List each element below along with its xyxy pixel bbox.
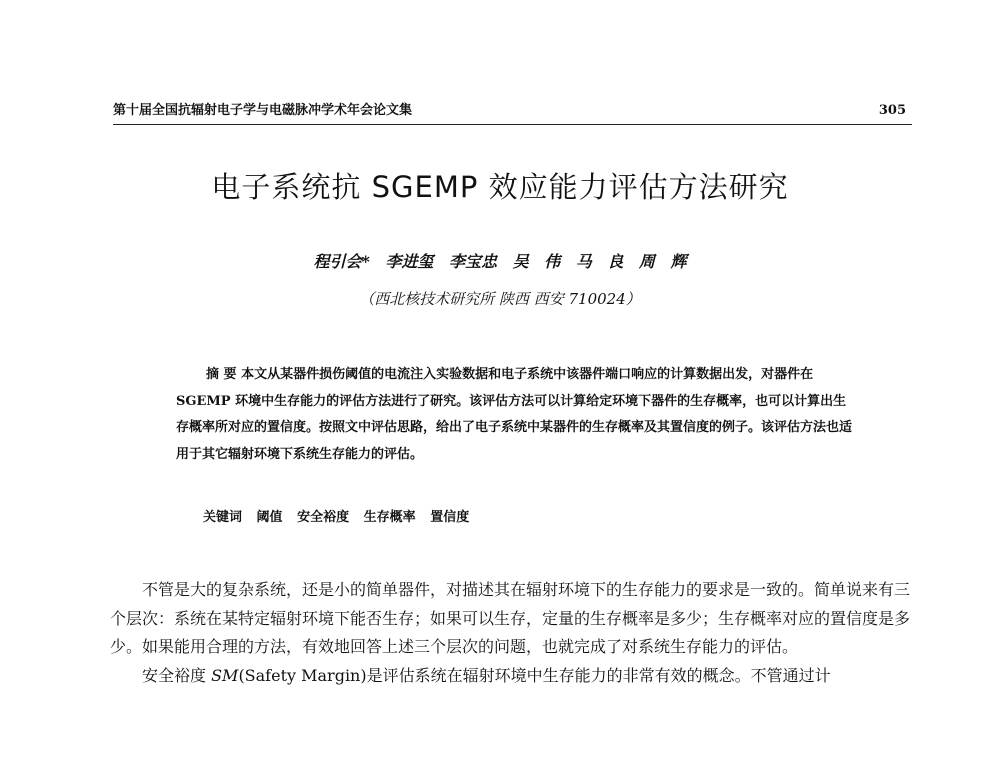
paper-title: 电子系统抗 SGEMP 效应能力评估方法研究 — [211, 170, 789, 204]
safety-margin-symbol: SM — [211, 665, 239, 685]
page-number: 305 — [878, 103, 906, 118]
affiliation: （西北核技术研究所 陕西 西安 710024） — [359, 290, 641, 308]
proceedings-title: 第十届全国抗辐射电子学与电磁脉冲学术年会论文集 — [113, 103, 413, 118]
body-paragraph-start: 安全裕度 — [142, 665, 212, 685]
keyword-item: 生存概率 — [363, 510, 416, 525]
keywords — [203, 508, 843, 528]
abstract — [176, 362, 856, 468]
abstract-text: 本文从某器件损伤阈值的电流注入实验数据和电子系统中该器件端口响应的计算数据出发，对器件在 SGEMP 环境中生存能力的评估方法进行了研究。该评估方法可以计算给定环境下器件的生存概率，也可以计算出生存概率所对应的置信度。按照文中评估思路，给出了电子系统中某器件的生存概率及其置信度的例子。该评估方法也适用于其它辐射环境下系统生存能力的评估。 — [176, 367, 853, 462]
body-paragraph: 不管是大的复杂系统，还是小的简单器件，对描述其在辐射环境下的生存能力的要求是一致的。简单说来有三个层次：系统在某特定辐射环境下能否生存；如果可以生存，定量的生存概率是多少；生存概率对应的置信度是多少。如果能用合理的方法，有效地回答上述三个层次的问题，也就完成了对系统生存能力的评估。 — [110, 580, 911, 656]
body-paragraph — [110, 662, 918, 691]
body-text — [110, 576, 918, 690]
running-header — [113, 103, 912, 125]
abstract-label: 摘 要 — [206, 367, 237, 382]
keywords-label: 关键词 — [203, 510, 243, 525]
keyword-item: 安全裕度 — [297, 510, 350, 525]
body-paragraph-rest: (Safety Margin)是评估系统在辐射环境中生存能力的非常有效的概念。不管通过计 — [238, 665, 831, 685]
keyword-item: 置信度 — [430, 510, 470, 525]
author-list: 程引会* 李进玺 李宝忠 吴 伟 马 良 周 辉 — [313, 252, 687, 271]
keyword-item: 阈值 — [256, 510, 283, 525]
